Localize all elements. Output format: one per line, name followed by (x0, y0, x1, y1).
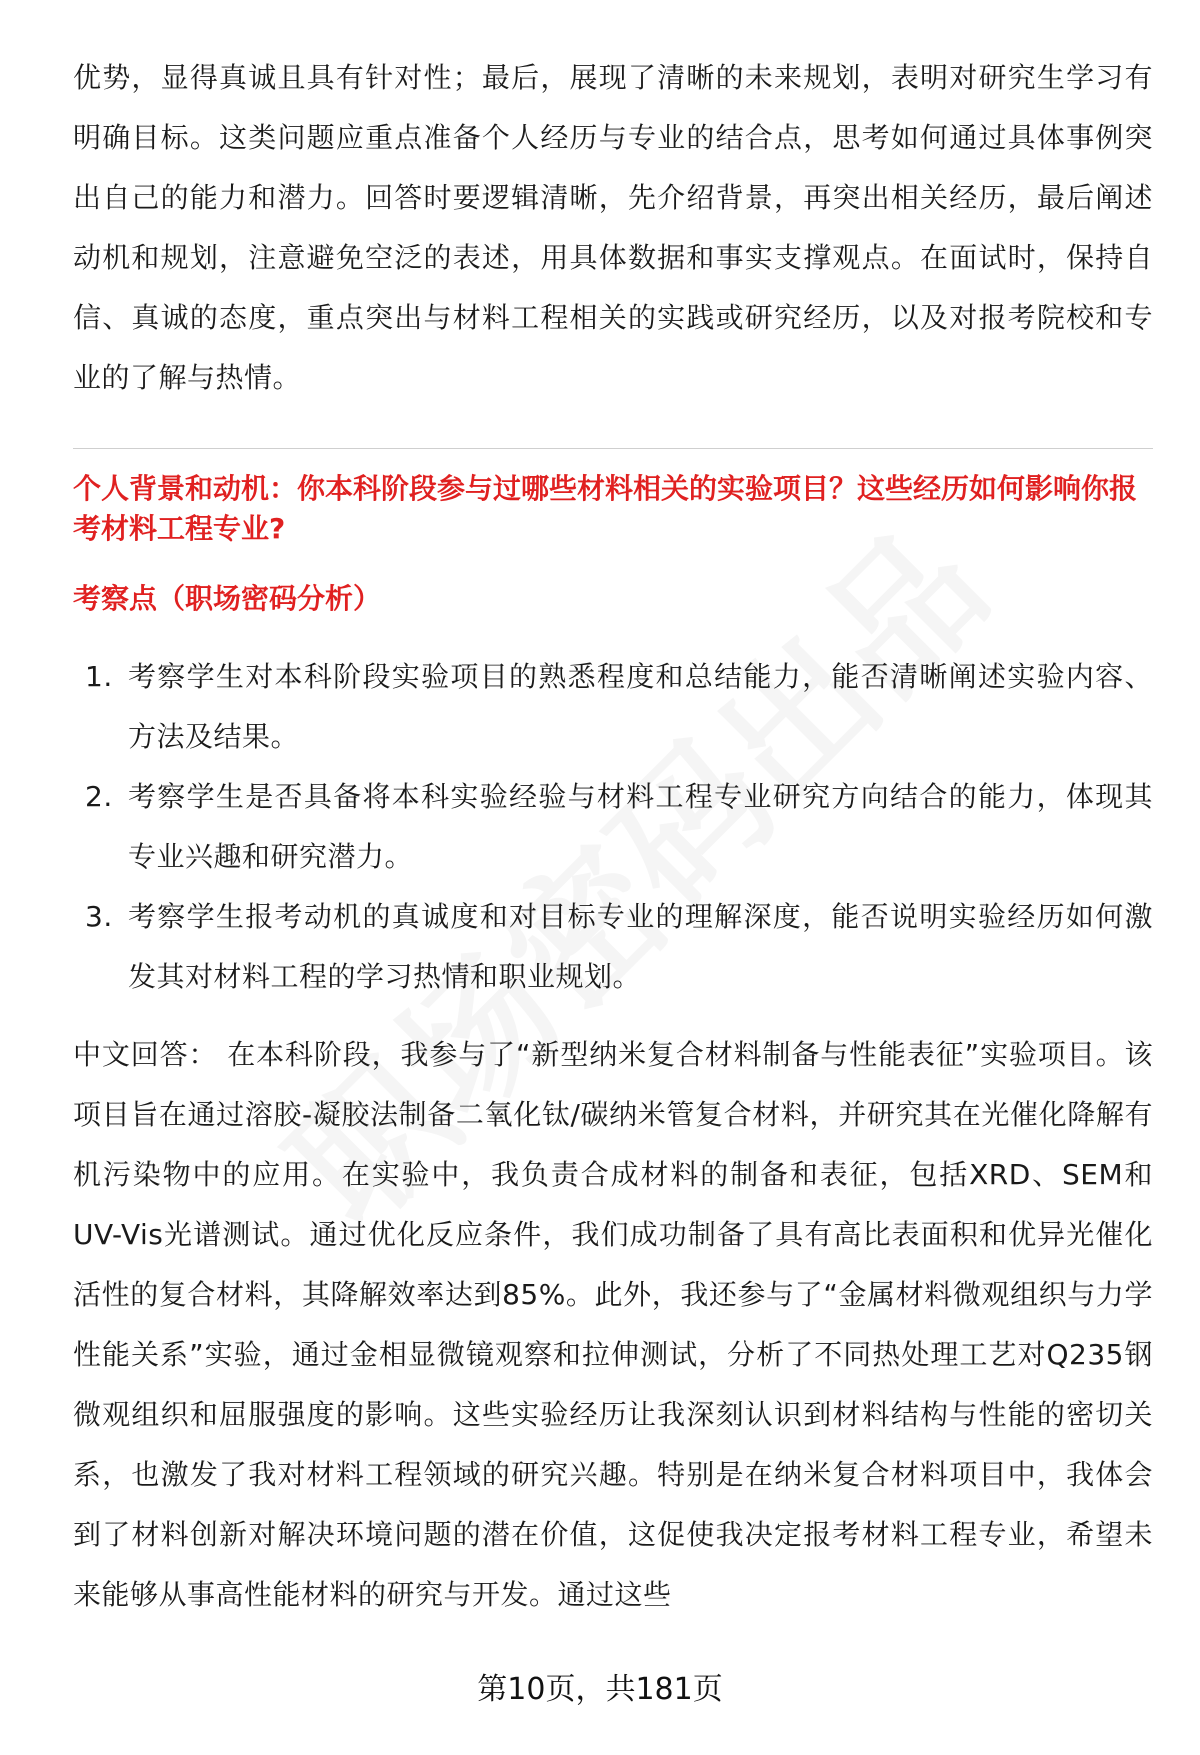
list-item (73, 647, 1153, 767)
list-item-text: 考察学生是否具备将本科实验经验与材料工程专业研究方向结合的能力，体现其专业兴趣和研究潜力。 (128, 780, 1153, 873)
list-item-number: 1. (85, 660, 113, 693)
list-item-text: 考察学生对本科阶段实验项目的熟悉程度和总结能力，能否清晰阐述实验内容、方法及结果。 (128, 660, 1153, 753)
list-item-number: 2. (85, 780, 113, 813)
list-item-number: 3. (85, 900, 113, 933)
list-item (73, 887, 1153, 1007)
list-item-text: 考察学生报考动机的真诚度和对目标专业的理解深度，能否说明实验经历如何激发其对材料工程的学习热情和职业规划。 (128, 900, 1153, 993)
assessment-points-list (73, 647, 1153, 1007)
intro-paragraph: 优势，显得真诚且具有针对性；最后，展现了清晰的未来规划，表明对研究生学习有明确目标。这类问题应重点准备个人经历与专业的结合点，思考如何通过具体事例突出自己的能力和潜力。回答时要逻辑清晰，先介绍背景，再突出相关经历，最后阐述动机和规划，注意避免空泛的表述，用具体数据和事实支撑观点。在面试时，保持自信、真诚的态度，重点突出与材料工程相关的实践或研究经历，以及对报考院校和专业的了解与热情。 (73, 61, 1153, 394)
answer-paragraph: 中文回答： 在本科阶段，我参与了“新型纳米复合材料制备与性能表征”实验项目。该项目旨在通过溶胶-凝胶法制备二氧化钛/碳纳米管复合材料，并研究其在光催化降解有机污染物中的应用。在实验中，我负责合成材料的制备和表征，包括XRD、SEM和UV-Vis光谱测试。通过优化反应条件，我们成功制备了具有高比表面积和优异光催化活性的复合材料，其降解效率达到85%。此外，我还参与了“金属材料微观组织与力学性能关系”实验，通过金相显微镜观察和拉伸测试，分析了不同热处理工艺对Q235钢微观组织和屈服强度的影响。这些实验经历让我深刻认识到材料结构与性能的密切关系，也激发了我对材料工程领域的研究兴趣。特别是在纳米复合材料项目中，我体会到了材料创新对解决环境问题的潜在价值，这促使我决定报考材料工程专业，希望未来能够从事高性能材料的研究与开发。通过这些 (73, 1038, 1153, 1611)
page-content (73, 48, 1153, 1625)
list-item (73, 767, 1153, 887)
page-number-footer: 第10页，共181页 (477, 1672, 723, 1707)
assessment-points-heading: 考察点（职场密码分析） (73, 582, 382, 615)
section-divider (73, 448, 1153, 449)
interview-question: 个人背景和动机：你本科阶段参与过哪些材料相关的实验项目？这些经历如何影响你报考材料工程专业? (73, 472, 1138, 545)
